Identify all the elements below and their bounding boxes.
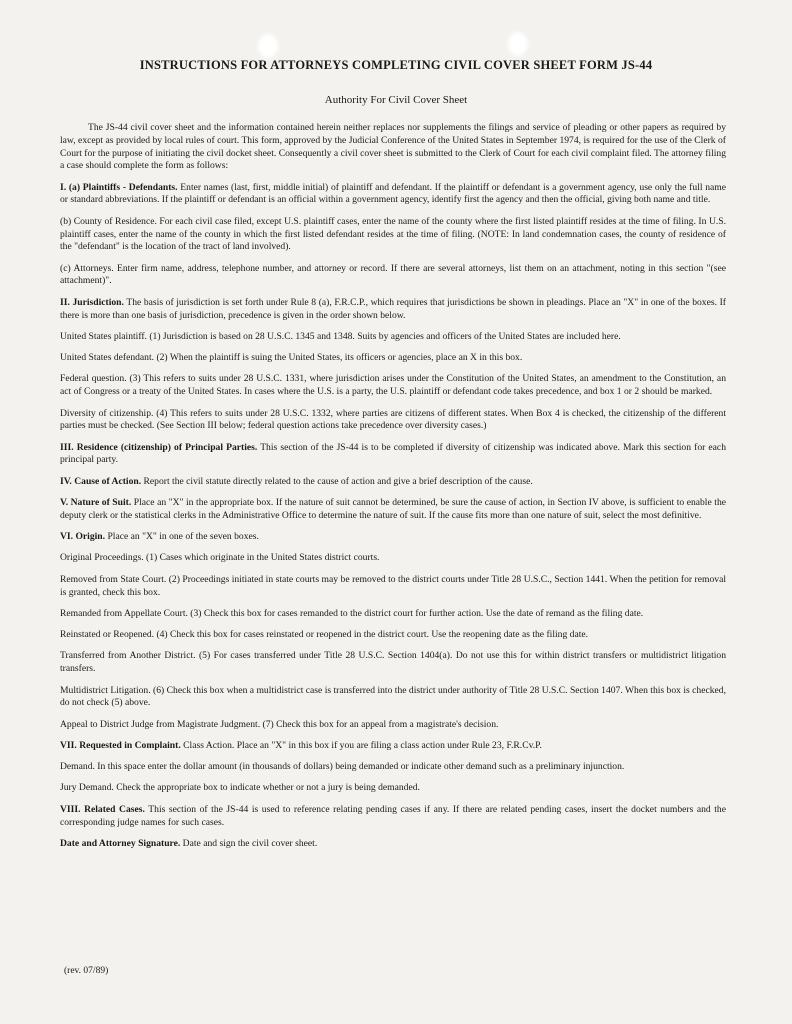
section-heading: VI. Origin. bbox=[60, 531, 106, 543]
instruction-paragraph bbox=[60, 216, 726, 254]
paragraph-text: Class Action. Place an "X" in this box if you are filing a class action under Rule 23, F.R.Cv.P. bbox=[180, 739, 542, 751]
instruction-paragraph bbox=[60, 476, 726, 489]
paragraph-text: Demand. In this space enter the dollar amount (in thousands of dollars) being demanded or indicate other demand such as a preliminary injunction. bbox=[60, 761, 625, 773]
smudge-mark bbox=[258, 34, 278, 58]
section-heading: I. (a) Plaintiffs - Defendants. bbox=[60, 181, 178, 193]
paragraph-text: (b) County of Residence. For each civil case filed, except U.S. plaintiff cases, enter the name of the county where the first listed plaintiff resides at the time of filing. In U.S. plaintiff cases, enter the name of the county in which the first listed defendant resides at the time of filing. (NOTE: In land condemnation cases, the county of residence of the "defendant" is the location of the tract of land involved). bbox=[60, 215, 726, 253]
section-heading: VIII. Related Cases. bbox=[60, 803, 145, 815]
instruction-paragraph bbox=[60, 782, 726, 795]
paragraph-text: Place an "X" in one of the seven boxes. bbox=[105, 531, 259, 543]
instruction-paragraph bbox=[60, 838, 726, 851]
section-heading: II. Jurisdiction. bbox=[60, 296, 124, 308]
revision-note: (rev. 07/89) bbox=[64, 966, 109, 976]
instruction-paragraph bbox=[60, 297, 726, 323]
instruction-paragraph bbox=[60, 408, 726, 434]
instruction-paragraph bbox=[60, 685, 726, 711]
paragraph-text: Place an "X" in the appropriate box. If the nature of suit cannot be determined, be sure the cause of action, in Section IV above, is sufficient to enable the deputy clerk or the statistical clerks in the Administrative Office to determine the nature of suit. If the cause fits more than one nature of suit, select the most definitive. bbox=[60, 497, 726, 521]
instruction-paragraph bbox=[60, 574, 726, 600]
paragraph-text: United States plaintiff. (1) Jurisdiction is based on 28 U.S.C. 1345 and 1348. Suits by agencies and officers of the United States are included here. bbox=[60, 330, 621, 342]
paragraph-text: United States defendant. (2) When the plaintiff is suing the United States, its officers or agencies, place an X in this box. bbox=[60, 352, 523, 364]
section-heading: VII. Requested in Complaint. bbox=[60, 739, 181, 751]
instruction-paragraph bbox=[60, 531, 726, 544]
smudge-mark bbox=[508, 32, 528, 56]
paragraph-text: Multidistrict Litigation. (6) Check this box when a multidistrict case is transferred into the district under authority of Title 28 U.S.C. Section 1407. When this box is checked, do not check (5) above. bbox=[60, 684, 726, 709]
instruction-paragraph bbox=[60, 122, 726, 173]
paragraph-text: Original Proceedings. (1) Cases which originate in the United States district courts. bbox=[60, 552, 380, 564]
paragraph-text: This section of the JS-44 is used to reference relating pending cases if any. If there are related pending cases, insert the docket numbers and the corresponding judge names for such cases. bbox=[60, 803, 726, 828]
section-heading: III. Residence (citizenship) of Principal Parties. bbox=[60, 441, 258, 453]
instruction-paragraph bbox=[60, 552, 726, 565]
instruction-paragraph bbox=[60, 331, 726, 344]
document-subtitle: Authority For Civil Cover Sheet bbox=[324, 94, 468, 106]
instruction-paragraph bbox=[60, 373, 726, 399]
instruction-paragraph bbox=[60, 497, 726, 523]
instruction-paragraph bbox=[60, 804, 726, 830]
instruction-paragraph bbox=[60, 629, 726, 642]
instruction-paragraph bbox=[60, 740, 726, 753]
paragraph-text: Date and sign the civil cover sheet. bbox=[180, 837, 318, 849]
paragraph-text: Remanded from Appellate Court. (3) Check this box for cases remanded to the district court for further action. Use the date of remand as the filing date. bbox=[60, 607, 644, 619]
instruction-paragraph bbox=[60, 182, 726, 208]
instruction-paragraph bbox=[60, 352, 726, 365]
section-heading: Date and Attorney Signature. bbox=[60, 837, 181, 849]
paragraph-text: Federal question. (3) This refers to suits under 28 U.S.C. 1331, where jurisdiction arises under the Constitution of the United States, an amendment to the Constitution, an act of Congress or a treaty of the United States. In cases where the U.S. is a party, the U.S. plaintiff or defendant code takes precedence, and box 1 or 2 should be marked. bbox=[60, 373, 726, 398]
paragraph-text: Transferred from Another District. (5) For cases transferred under Title 28 U.S.C. Section 1404(a). Do not use this for within district transfers or multidistrict litigation transfers. bbox=[60, 650, 726, 675]
instruction-paragraph bbox=[60, 263, 726, 289]
paragraph-text: Removed from State Court. (2) Proceedings initiated in state courts may be removed to the district courts under Title 28 U.S.C., Section 1441. When the petition for removal is granted, check this box. bbox=[60, 573, 726, 598]
paragraph-text: The basis of jurisdiction is set forth under Rule 8 (a), F.R.C.P., which requires that jurisdictions be shown in pleadings. Place an "X" in one of the boxes. If there is more than one basis of jurisdiction, precedence is given in the order shown below. bbox=[60, 296, 726, 321]
paragraph-text: Jury Demand. Check the appropriate box to indicate whether or not a jury is being demanded. bbox=[60, 782, 420, 794]
section-heading: V. Nature of Suit. bbox=[60, 497, 132, 509]
paragraph-text: Reinstated or Reopened. (4) Check this box for cases reinstated or reopened in the district court. Use the reopening date as the filing date. bbox=[60, 629, 589, 641]
paragraph-text: This section of the JS-44 is to be completed if diversity of citizenship was indicated above. Mark this section for each principal party. bbox=[60, 441, 726, 466]
paragraph-text: (c) Attorneys. Enter firm name, address, telephone number, and attorney or record. If there are several attorneys, list them on an attachment, noting in this section "(see attachment)". bbox=[60, 262, 726, 287]
section-heading: IV. Cause of Action. bbox=[60, 475, 142, 487]
paragraph-text: Diversity of citizenship. (4) This refers to suits under 28 U.S.C. 1332, where parties are citizens of different states. When Box 4 is checked, the citizenship of the different parties must be checked. (See Section III below; federal question actions take precedence over diversity cases.) bbox=[60, 407, 726, 432]
instructions-body bbox=[60, 122, 726, 859]
instruction-paragraph bbox=[60, 608, 726, 621]
instruction-paragraph bbox=[60, 761, 726, 774]
instruction-paragraph bbox=[60, 650, 726, 676]
paragraph-text: Enter names (last, first, middle initial) of plaintiff and defendant. If the plaintiff or defendant is a government agency, use only the full name or standard abbreviations. If the plaintiff or defendant is an official within a government agency, identify first the agency and then the official, giving both name and title. bbox=[60, 181, 727, 206]
paragraph-text: The JS-44 civil cover sheet and the information contained herein neither replaces nor supplements the filings and service of pleading or other papers as required by law, except as provided by local rules of court. This form, approved by the Judicial Conference of the United States in September 1974, is required for the use of the Clerk of Court for the purpose of initiating the civil docket sheet. Consequently a civil cover sheet is submitted to the Clerk of Court for each civil complaint filed. The attorney filing a case should complete the form as follows: bbox=[60, 122, 726, 172]
paragraph-text: Report the civil statute directly related to the cause of action and give a brief description of the cause. bbox=[141, 475, 533, 487]
paragraph-text: Appeal to District Judge from Magistrate Judgment. (7) Check this box for an appeal from a magistrate's decision. bbox=[60, 718, 499, 730]
instruction-paragraph bbox=[60, 719, 726, 732]
instruction-paragraph bbox=[60, 442, 726, 468]
document-title: INSTRUCTIONS FOR ATTORNEYS COMPLETING CIVIL COVER SHEET FORM JS-44 bbox=[139, 58, 653, 72]
